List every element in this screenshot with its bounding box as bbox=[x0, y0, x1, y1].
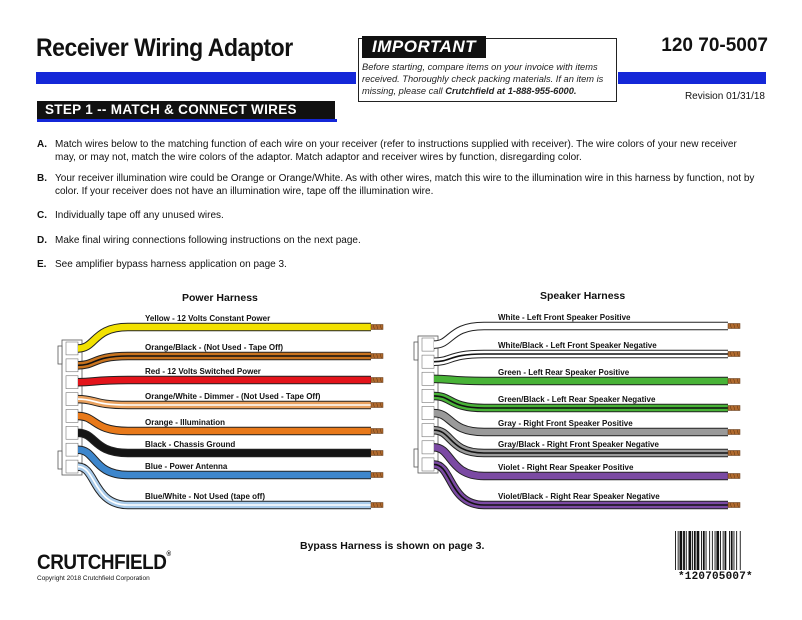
instruction-text: See amplifier bypass harness application on page 3. bbox=[55, 259, 287, 270]
important-text-lead: Before starting, compare items on your invoice with items received. Thoroughly check packing materials. If an item is missing, please call bbox=[362, 62, 604, 96]
instruction-letter: B. bbox=[37, 173, 47, 184]
power-harness-wires bbox=[78, 314, 383, 508]
crutchfield-logo bbox=[37, 551, 171, 575]
instruction-text: Make final wiring connections following instructions on the next page. bbox=[55, 235, 361, 246]
barcode bbox=[675, 531, 770, 570]
important-phone: Crutchfield at 1-888-955-6000. bbox=[445, 86, 577, 96]
instruction-letter: E. bbox=[37, 259, 47, 270]
instruction-letter: A. bbox=[37, 139, 47, 150]
speaker-harness-wires bbox=[434, 313, 740, 508]
speaker-wire-label: Gray - Right Front Speaker Positive bbox=[498, 419, 633, 428]
power-harness-title: Power Harness bbox=[182, 292, 258, 304]
power-wire-label: Blue/White - Not Used (tape off) bbox=[145, 492, 265, 501]
instruction-letter: C. bbox=[37, 210, 47, 221]
bypass-note: Bypass Harness is shown on page 3. bbox=[300, 540, 485, 552]
speaker-wire-label: White/Black - Left Front Speaker Negative bbox=[498, 341, 657, 350]
instruction-text: Your receiver illumination wire could be Orange or Orange/White. As with other wires, match this wire to the illumination wire in this harness by function, not by color. If your receiver does not have an illumination wire, tape off the illumination wire. bbox=[55, 173, 755, 197]
important-label: IMPORTANT bbox=[362, 36, 486, 58]
power-wire bbox=[78, 416, 383, 434]
instruction-text: Individually tape off any unused wires. bbox=[55, 210, 224, 221]
power-wire bbox=[78, 343, 383, 365]
speaker-wire bbox=[434, 341, 740, 362]
speaker-wire-label: Green/Black - Left Rear Speaker Negative bbox=[498, 395, 656, 404]
power-wire bbox=[78, 392, 383, 408]
speaker-wire bbox=[434, 395, 740, 411]
step-heading: STEP 1 -- MATCH & CONNECT WIRES bbox=[37, 101, 335, 119]
power-wire-label: Blue - Power Antenna bbox=[145, 462, 228, 471]
speaker-wire bbox=[434, 313, 740, 345]
power-wire-label: Black - Chassis Ground bbox=[145, 440, 236, 449]
power-wire-label: Red - 12 Volts Switched Power bbox=[145, 367, 261, 376]
instruction-letter: D. bbox=[37, 235, 47, 246]
speaker-wire-label: Violet/Black - Right Rear Speaker Negative bbox=[498, 492, 660, 501]
copyright: Copyright 2018 Crutchfield Corporation bbox=[37, 575, 150, 582]
power-wire-label: Orange - Illumination bbox=[145, 418, 226, 427]
power-wire-label: Orange/White - Dimmer - (Not Used - Tape Off) bbox=[145, 392, 321, 401]
speaker-wire-label: Green - Left Rear Speaker Positive bbox=[498, 368, 630, 377]
speaker-harness-connector bbox=[414, 336, 438, 473]
registered-mark: ® bbox=[166, 551, 171, 558]
power-wire bbox=[78, 433, 383, 456]
logo-text: CRUTCHFIELD bbox=[37, 551, 167, 574]
part-number: 120 70-5007 bbox=[661, 35, 768, 56]
page-title: Receiver Wiring Adaptor bbox=[36, 34, 293, 62]
speaker-wire bbox=[434, 368, 740, 384]
power-harness-connector bbox=[58, 340, 82, 475]
speaker-harness-title: Speaker Harness bbox=[540, 290, 626, 302]
speaker-wire bbox=[434, 413, 740, 434]
speaker-wire-label: Violet - Right Rear Speaker Positive bbox=[498, 463, 634, 472]
speaker-wire-label: Gray/Black - Right Front Speaker Negative bbox=[498, 440, 659, 449]
power-wire-label: Orange/Black - (Not Used - Tape Off) bbox=[145, 343, 284, 352]
revision-date: Revision 01/31/18 bbox=[684, 91, 765, 102]
power-wire bbox=[78, 367, 383, 383]
instruction-text: Match wires below to the matching function of each wire on your receiver (refer to instructions supplied with receiver). The wire colors of your new receiver may, or may not, match the wire colors of the adaptor. Match adaptor and receiver wires by function, disregarding color. bbox=[55, 139, 737, 163]
barcode-number: *120705007* bbox=[678, 571, 753, 583]
power-wire-label: Yellow - 12 Volts Constant Power bbox=[145, 314, 271, 323]
speaker-wire-label: White - Left Front Speaker Positive bbox=[498, 313, 631, 322]
